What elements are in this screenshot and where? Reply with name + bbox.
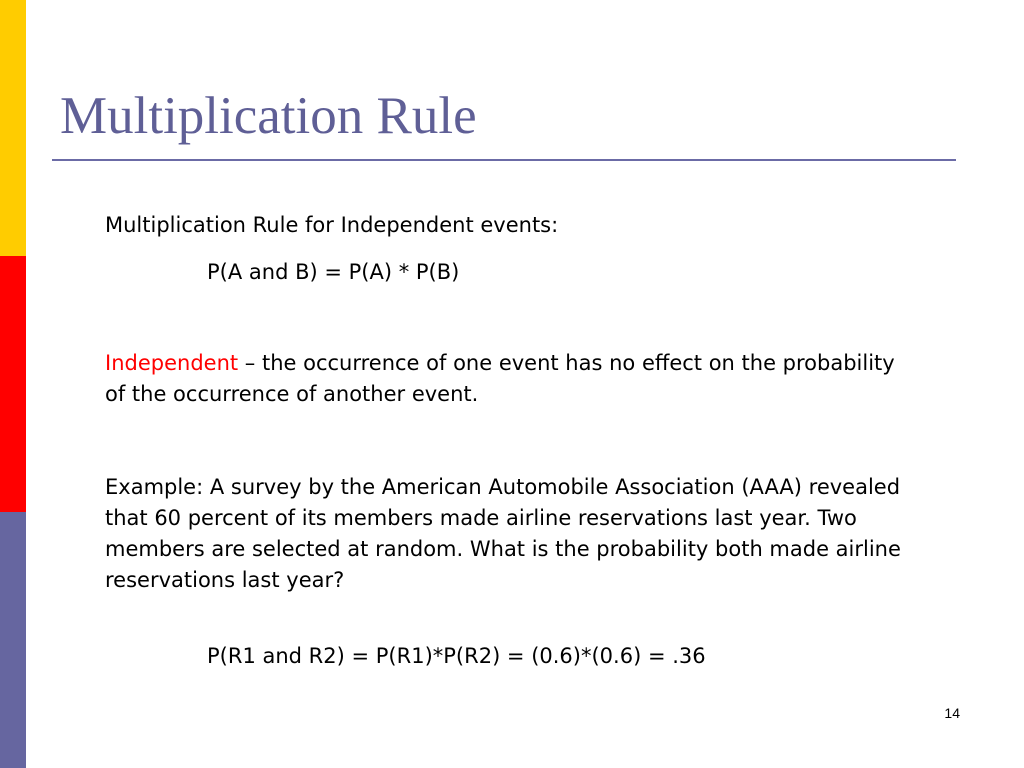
side-bar-yellow [0,0,26,256]
slide-title: Multiplication Rule [60,87,477,145]
page-number: 14 [944,705,960,721]
side-bar-red [0,256,26,512]
rule-heading: Multiplication Rule for Independent events: [105,213,559,237]
example-paragraph: Example: A survey by the American Automobile Association (AAA) revealed that 60 percent of its members made airline reservations last year. Two members are selected at random. What is the probability both made airline reservations last year? [105,475,901,592]
definition-paragraph [105,348,905,410]
rule-formula: P(A and B) = P(A) * P(B) [207,260,460,284]
title-underline [52,159,956,161]
example-solution: P(R1 and R2) = P(R1)*P(R2) = (0.6)*(0.6) = .36 [207,644,706,668]
side-bar-blue [0,512,26,768]
definition-term: Independent [105,351,239,375]
definition-text: – the occurrence of one event has no effect on the probability of the occurrence of another event. [105,351,895,406]
